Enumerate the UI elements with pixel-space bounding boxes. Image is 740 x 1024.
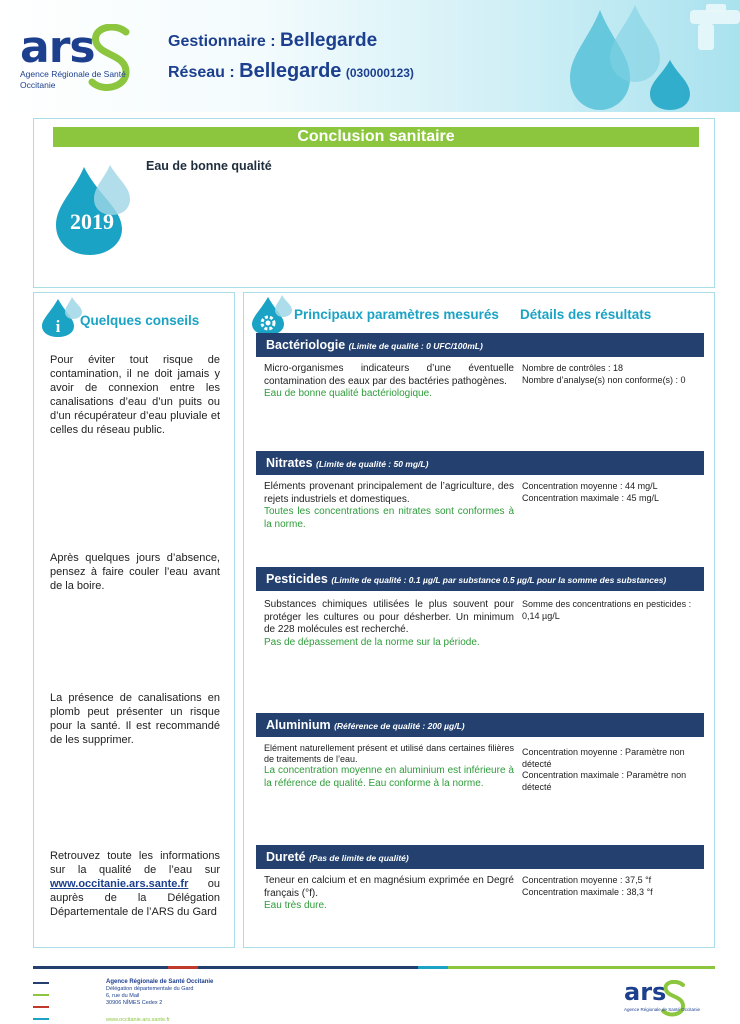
param-header-aluminium <box>256 713 704 737</box>
param-limit: (Limite de qualité : 0.1 µg/L par substance 0.5 µg/L pour la somme des substances) <box>331 575 667 585</box>
param-limit: (Référence de qualité : 200 µg/L) <box>334 721 465 731</box>
footer-stripe <box>418 966 448 969</box>
param-conclusion: Eau de bonne qualité bactériologique. <box>264 388 432 399</box>
gestionnaire-line <box>168 30 377 52</box>
footer-dash <box>33 982 49 984</box>
param-limit: (Limite de qualité : 50 mg/L) <box>316 459 429 469</box>
param-limit: (Limite de qualité : 0 UFC/100mL) <box>348 341 483 351</box>
footer-org: Agence Régionale de Santé Occitanie <box>106 979 214 985</box>
reseau-code: (030000123) <box>345 66 414 80</box>
conseils-title: Quelques conseils <box>80 313 200 328</box>
footer-delegation: Délégation départementale du Gard <box>106 986 194 992</box>
info-drop-icon <box>40 297 84 337</box>
reseau-value: Bellegarde <box>239 60 342 82</box>
footer-ars-logo <box>624 978 701 1020</box>
details-title: Détails des résultats <box>520 307 652 322</box>
result-line: Concentration moyenne : Paramètre non détecté <box>522 747 685 769</box>
param-conclusion: Toutes les concentrations en nitrates sont conformes à la norme. <box>264 506 514 530</box>
param-desc-text: Substances chimiques utilisées le plus souvent pour protéger les cultures ou pour désherber. Un minimum de 228 molécules est recherché. <box>264 599 514 635</box>
footer-stripe <box>448 966 715 969</box>
logo-region: Occitanie <box>20 80 56 90</box>
result-line: Concentration maximale : Paramètre non détecté <box>522 770 687 792</box>
param-description <box>264 875 514 913</box>
conclusion-text: Eau de bonne qualité <box>146 159 272 173</box>
parametres-title: Principaux paramètres mesurés <box>294 307 499 322</box>
logo-subtitle: Agence Régionale de Santé <box>20 69 126 79</box>
param-results <box>522 875 707 898</box>
param-description <box>264 743 514 790</box>
param-name: Bactériologie <box>266 338 346 352</box>
result-line: Somme des concentrations en pesticides : 0,14 µg/L <box>522 599 692 621</box>
parametres-panel <box>243 292 715 948</box>
footer-logo-s-shape <box>660 980 688 1018</box>
advice-info-text: Retrouvez toute les informations sur la qualité de l’eau sur <box>50 850 220 876</box>
footer-stripe <box>168 966 198 969</box>
param-conclusion: La concentration moyenne en aluminium est inférieure à la référence de qualité. Eau conforme à la norme. <box>264 765 514 789</box>
reseau-line <box>168 60 414 83</box>
param-desc-text: Micro-organismes indicateurs d’une éventuelle contamination des eaux par des bactéries pathogènes. <box>264 363 514 387</box>
param-desc-text: Eléments provenant principalement de l’agriculture, des rejets industriels et domestiques. <box>264 481 514 505</box>
footer-url-link[interactable]: www.occitanie.ars.sante.fr <box>106 1017 170 1023</box>
param-results <box>522 481 707 504</box>
footer-city: 30906 NÎMES Cedex 2 <box>106 1000 163 1006</box>
advice-item-info <box>50 849 220 919</box>
footer-stripe <box>33 966 168 969</box>
page-header <box>0 0 740 112</box>
param-name: Dureté <box>266 850 306 864</box>
gear-drop-icon <box>250 295 294 335</box>
gestionnaire-value: Bellegarde <box>280 30 378 51</box>
result-line: Concentration maximale : 38,3 °f <box>522 886 653 897</box>
reseau-label: Réseau : <box>168 64 235 81</box>
year-label: 2019 <box>70 209 114 234</box>
footer-stripe <box>198 966 418 969</box>
advice-info-text-end: ou auprès de la Délégation Départementale de l’ARS du Gard <box>50 878 220 918</box>
footer-logo-text: ars <box>624 978 667 1006</box>
param-name: Nitrates <box>266 456 313 470</box>
result-line: Concentration moyenne : 44 mg/L <box>522 481 658 491</box>
footer-dash <box>33 1006 49 1008</box>
conclusion-panel <box>33 118 715 288</box>
param-header-durete <box>256 845 704 869</box>
param-conclusion: Pas de dépassement de la norme sur la période. <box>264 636 480 648</box>
result-line: Concentration maximale : 45 mg/L <box>522 492 660 503</box>
ars-website-link[interactable]: www.occitanie.ars.sante.fr <box>50 878 189 890</box>
param-desc-text: Teneur en calcium et en magnésium exprimée en Degré français (°f). <box>264 875 514 899</box>
logo-s-shape <box>86 24 134 94</box>
param-limit: (Pas de limite de qualité) <box>309 853 409 863</box>
water-drops-illustration <box>520 0 740 112</box>
param-results <box>522 599 702 622</box>
param-name: Pesticides <box>266 572 328 586</box>
param-header-bacteriologie <box>256 333 704 357</box>
ars-logo <box>18 22 148 102</box>
param-desc-text: Elément naturellement présent et utilisé dans certaines filières de traitements de l’eau. <box>264 743 514 764</box>
param-results <box>522 363 707 386</box>
footer-dash <box>33 1018 49 1020</box>
param-description <box>264 481 514 531</box>
year-drop-icon <box>44 159 140 255</box>
param-results <box>522 747 700 793</box>
gestionnaire-label: Gestionnaire : <box>168 33 276 50</box>
footer-street: 6, rue du Mail <box>106 993 140 999</box>
param-conclusion: Eau très dure. <box>264 900 327 911</box>
footer-address <box>106 979 213 1007</box>
result-line: Nombre d’analyse(s) non conforme(s) : 0 <box>522 374 686 385</box>
footer-dash <box>33 994 49 996</box>
param-header-nitrates <box>256 451 704 475</box>
param-description <box>264 599 514 649</box>
param-description <box>264 363 514 401</box>
logo-text: ars <box>20 22 95 73</box>
svg-text:i: i <box>55 317 61 336</box>
conclusion-title: Conclusion sanitaire <box>53 127 699 147</box>
param-header-pesticides <box>256 567 704 591</box>
conseils-panel <box>33 292 235 948</box>
advice-item: La présence de canalisations en plomb peut présenter un risque pour la santé. Il est recommandé de les supprimer. <box>50 692 220 746</box>
advice-item: Pour éviter tout risque de contamination, il ne doit jamais y avoir de connexion entre les canalisations d’eau d’un puits ou d’un récupérateur d’eau pluviale et celles du réseau public. <box>50 354 220 436</box>
result-line: Nombre de contrôles : 18 <box>522 363 624 373</box>
param-name: Aluminium <box>266 718 331 732</box>
result-line: Concentration moyenne : 37,5 °f <box>522 875 652 885</box>
footer-logo-sub: Agence Régionale de Santé Occitanie <box>624 1007 701 1012</box>
advice-item: Après quelques jours d’absence, pensez à faire couler l’eau avant de la boire. <box>50 552 220 592</box>
